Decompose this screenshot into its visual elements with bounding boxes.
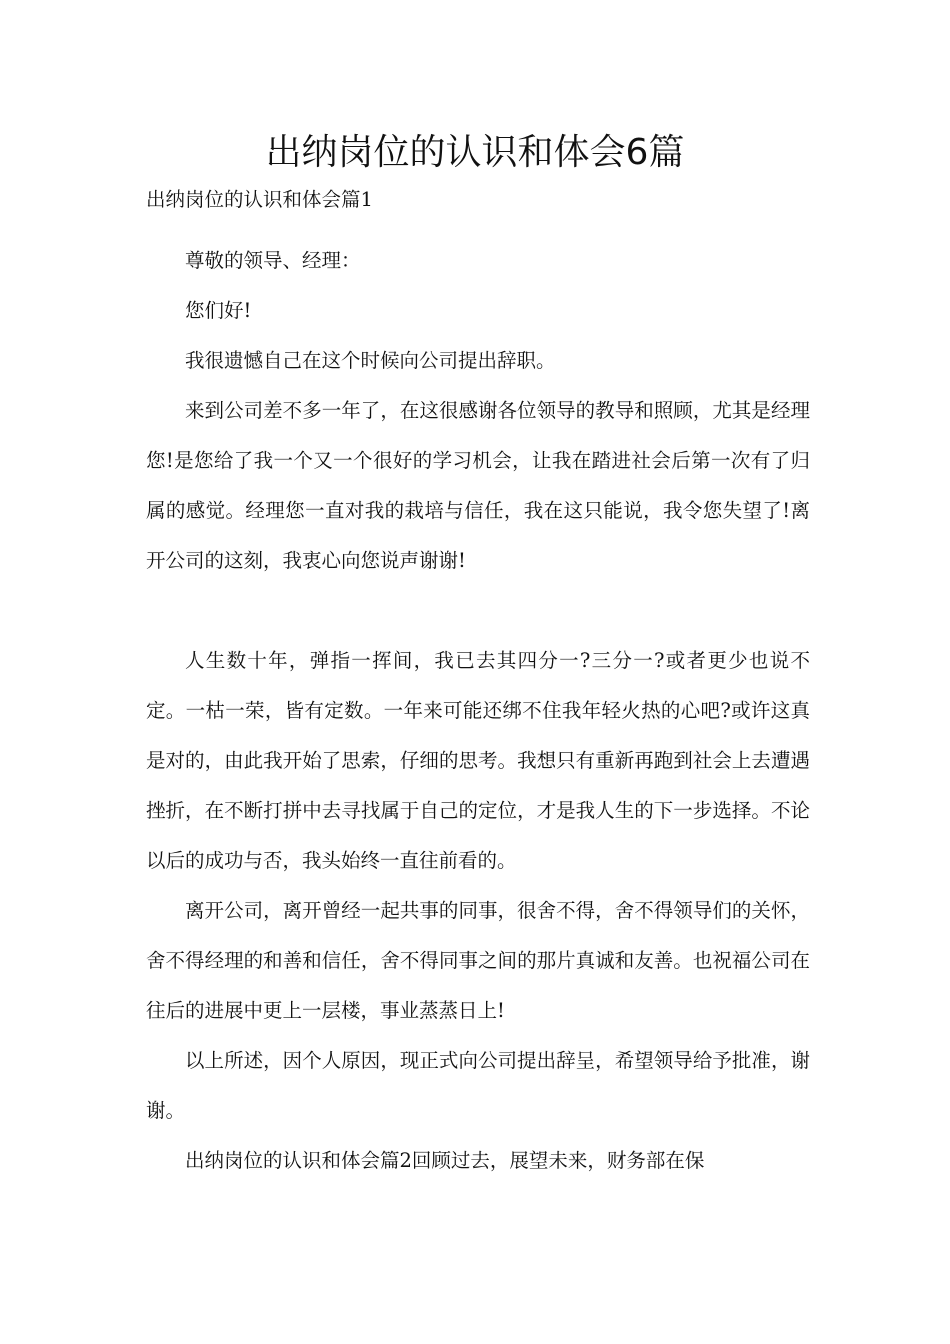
paragraph: 来到公司差不多一年了，在这很感谢各位领导的教导和照顾，尤其是经理您!是您给了我一个又一个很好的学习机会，让我在踏进社会后第一次有了归属的感觉。经理您一直对我的栽培与信任，我在这只能说，我令您失望了!离开公司的这刻，我衷心向您说声谢谢! (146, 399, 810, 572)
greeting: 您们好! (185, 299, 252, 322)
section-heading: 出纳岗位的认识和体会篇1 (146, 188, 373, 211)
salutation: 尊敬的领导、经理： (185, 249, 361, 272)
paragraph: 人生数十年，弹指一挥间，我已去其四分一?三分一?或者更少也说不定。一枯一荣，皆有定数。一年来可能还绑不住我年轻火热的心吧?或许这真是对的，由此我开始了思索，仔细的思考。我想只有重新再跑到社会上去遭遇挫折，在不断打拼中去寻找属于自己的定位，才是我人生的下一步选择。不论以后的成功与否，我头始终一直往前看的。 (146, 649, 810, 872)
paragraph: 离开公司，离开曾经一起共事的同事，很舍不得，舍不得领导们的关怀，舍不得经理的和善和信任，舍不得同事之间的那片真诚和友善。也祝福公司在往后的进展中更上一层楼，事业蒸蒸日上! (146, 899, 810, 1022)
paragraph: 我很遗憾自己在这个时候向公司提出辞职。 (185, 349, 556, 372)
document-body (146, 236, 810, 1186)
paragraph: 出纳岗位的认识和体会篇2回顾过去，展望未来，财务部在保 (185, 1149, 705, 1172)
document-title: 出纳岗位的认识和体会6篇 (265, 132, 685, 173)
paragraph: 以上所述，因个人原因，现正式向公司提出辞呈，希望领导给予批准，谢谢。 (146, 1049, 810, 1122)
